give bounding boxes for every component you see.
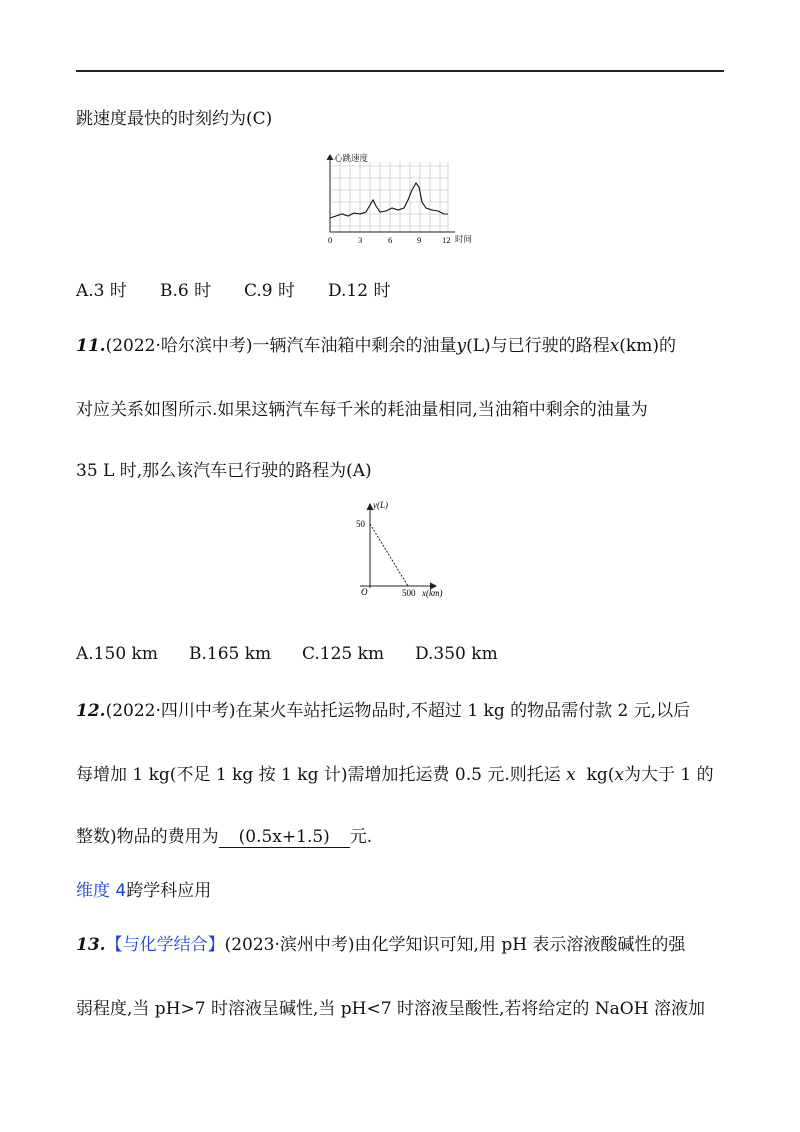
q11-option-d: D.350 km: [415, 644, 498, 664]
header-rule: [76, 70, 724, 72]
q11-option-b: B.165 km: [189, 644, 272, 664]
q13-line-2: 弱程度,当 pH>7 时溶液呈碱性,当 pH<7 时溶液呈酸性,若将给定的 NaOH 溶液加: [76, 999, 705, 1019]
q11-chart-y-intercept: 50: [356, 519, 365, 529]
q11-line-3: 35 L 时,那么该汽车已行驶的路程为(A): [76, 461, 372, 481]
q10-xtick: 12: [442, 235, 451, 245]
q10-option-c: C.9 时: [244, 281, 296, 301]
q13-number: 13.: [76, 935, 106, 955]
q13-tag: 【与化学结合】: [105, 935, 225, 955]
q12-line-1: 12.(2022·四川中考)在某火车站托运物品时,不超过 1 kg 的物品需付款 2 元,以后: [76, 701, 691, 721]
q11-chart-ylabel: y(L): [373, 500, 388, 510]
q10-option-b: B.6 时: [160, 281, 212, 301]
q11-chart-x-intercept: 500: [402, 588, 416, 598]
q10-chart-ylabel: 心跳速度: [334, 153, 369, 163]
q11-option-a: A.150 km: [76, 644, 158, 664]
q10-chart-xlabel: 时间: [455, 234, 473, 244]
q10-option-a: A.3 时: [76, 281, 127, 301]
q10-xtick: 3: [358, 235, 363, 245]
q12-number: 12.: [76, 701, 106, 721]
q11-fuel-line: [370, 524, 408, 586]
q11-chart-origin: O: [361, 587, 368, 597]
q11-line-1: 11.(2022·哈尔滨中考)一辆汽车油箱中剩余的油量y(L)与已行驶的路程x(km)的: [76, 336, 676, 356]
q11-options: [76, 644, 498, 664]
section-heading: 维度 4跨学科应用: [76, 881, 212, 901]
q10-xtick: 9: [417, 235, 422, 245]
q10-option-d: D.12 时: [328, 281, 391, 301]
q13-line-1: 13.【与化学结合】(2023·滨州中考)由化学知识可知,用 pH 表示溶液酸碱性的强: [76, 935, 686, 955]
q10-question-tail: 跳速度最快的时刻约为(C): [76, 109, 273, 129]
q12-line-2: 每增加 1 kg(不足 1 kg 按 1 kg 计)需增加托运费 0.5 元.则托运 x kg(x为大于 1 的: [76, 765, 714, 785]
q11-option-c: C.125 km: [302, 644, 385, 664]
q11-line-2: 对应关系如图所示.如果这辆汽车每千米的耗油量相同,当油箱中剩余的油量为: [76, 400, 648, 420]
q10-xtick: 6: [388, 235, 393, 245]
q12-line-3: 整数)物品的费用为 (0.5x+1.5) 元.: [76, 827, 373, 847]
q10-xtick: 0: [328, 235, 333, 245]
q11-chart-xlabel: x(km): [422, 588, 443, 598]
q11-number: 11.: [76, 336, 106, 356]
q10-options: [76, 276, 390, 301]
q10-heart-rate-chart: [322, 150, 484, 250]
q12-answer-blank: (0.5x+1.5): [219, 827, 350, 848]
q11-fuel-chart: [350, 496, 462, 606]
